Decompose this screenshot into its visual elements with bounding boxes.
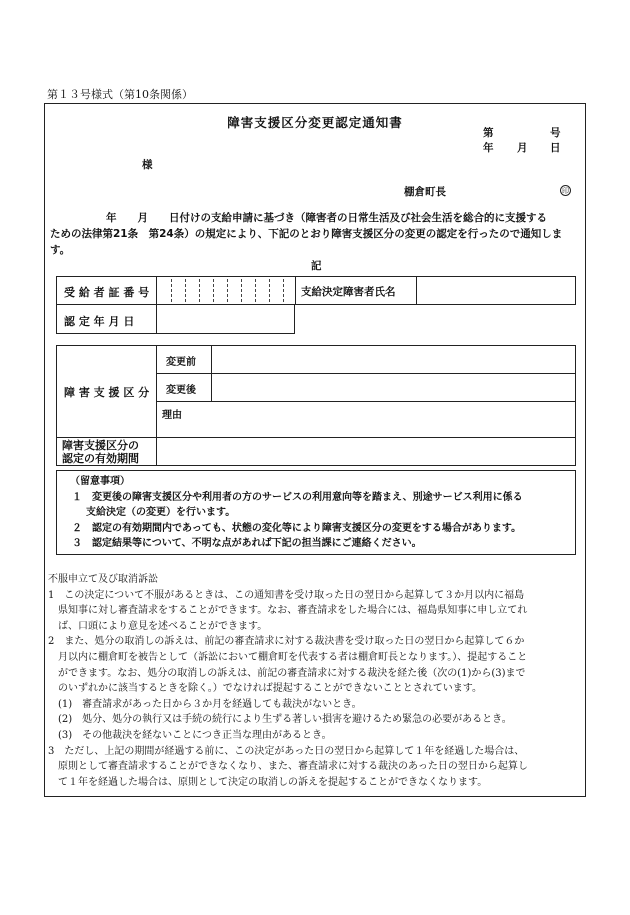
page-title: 障害支援区分変更認定通知書	[227, 115, 403, 130]
seal-mark: 印	[562, 187, 569, 195]
support-category-label: 障 害 支 援 区 分	[64, 386, 150, 399]
recipient-number-label: 受 給 者 証 番 号	[64, 286, 150, 299]
certified-date-label: 認 定 年 月 日	[64, 315, 135, 328]
objection-line: (2) 処分、処分の執行又は手続の続行により生ずる著しい損害を避けるため緊急の必要があるとき。	[48, 714, 512, 726]
after-change-label: 変更後	[166, 385, 196, 396]
digit-divider	[199, 279, 200, 302]
decided-name-label: 支給決定障害者氏名	[301, 286, 396, 298]
intro-line-1: 年 月 日付けの支給申請に基づき（障害者の日常生活及び社会生活を総合的に支援する	[106, 212, 547, 224]
form-label: 第１３号様式（第10条関係）	[47, 88, 193, 101]
table2-row-line	[156, 401, 576, 402]
before-change-label: 変更前	[166, 357, 196, 368]
number-prefix: 第	[483, 127, 494, 139]
objection-section	[48, 572, 583, 790]
number-suffix: 号	[550, 127, 561, 139]
notes-item-1: １ 変更後の障害支援区分や利用者の方のサービスの利用意向等を踏まえ、別途サービス利用に係る	[72, 491, 523, 503]
table2-row-line	[56, 437, 576, 438]
issuer-name: 棚倉町長	[404, 186, 446, 198]
objection-line: 3 ただし、上記の期間が経過する前に、この決定があった日の翌日から起算して１年を経過した場合は、	[48, 745, 525, 757]
digit-divider	[171, 279, 172, 302]
digit-divider	[255, 279, 256, 302]
objection-line: 原則として審査請求することができなくなり、また、審査請求に対する裁決のあった日の翌日から起算し	[48, 761, 528, 773]
ki-marker: 記	[311, 260, 322, 272]
digit-divider	[283, 279, 284, 302]
notes-item-2: ２ 認定の有効期間内であっても、状態の変化等により障害支援区分の変更をする場合があります。	[72, 522, 522, 534]
objection-line: ができます。なお、処分の取消しの訴えは、前記の審査請求に対する裁決を経た後（次の(1)から(3)まで	[48, 667, 526, 679]
intro-line-2: ための法律第21条 第24条）の規定により、下記のとおり障害支援区分の変更の認定を行ったので通知しま	[50, 228, 563, 240]
objection-line: 月以内に棚倉町を被告として（訴訟において棚倉町を代表する者は棚倉町長となります。）、提起すること	[48, 651, 528, 663]
table1-col-divider-3	[416, 276, 417, 305]
notes-item-1-cont: 支給決定（の変更）を行います。	[86, 507, 236, 519]
digit-divider	[185, 279, 186, 302]
notes-content	[64, 474, 523, 552]
table1-col-divider	[156, 276, 157, 334]
objection-line: 2 また、処分の取消しの訴えは、前記の審査請求に対する裁決書を受け取った日の翌日から起算して６か	[48, 636, 525, 648]
addressee-suffix: 様	[142, 159, 153, 171]
intro-paragraph	[50, 210, 585, 258]
objection-line: ば、口頭により意見を述べることができます。	[48, 620, 268, 632]
notes-heading: （留意事項）	[70, 476, 130, 487]
objection-line: て１年を経過した場合は、原則として決定の取消しの訴えを提起することができなくなります。	[48, 776, 488, 788]
validity-label-line-1: 障害支援区分の	[62, 439, 139, 452]
digit-divider	[269, 279, 270, 302]
reason-label: 理由	[162, 410, 182, 421]
date-day: 日	[550, 142, 561, 154]
validity-period-label	[62, 439, 139, 465]
objection-line: (1) 審査請求があった日から３か月を経過しても裁決がないとき。	[48, 698, 362, 710]
table2-col-divider	[156, 345, 157, 466]
notes-item-3: ３ 認定結果等について、不明な点があれば下記の担当課にご連絡ください。	[72, 538, 422, 550]
objection-line: のいずれかに該当するときを除く。）でなければ提起することができないこととされています。	[48, 683, 482, 695]
objection-line: 県知事に対し審査請求をすることができます。なお、審査請求をした場合には、福島県知事に申し立てれ	[48, 605, 528, 617]
date-year: 年	[483, 142, 494, 154]
objection-line: (3) その他裁決を経ないことにつき正当な理由があるとき。	[48, 729, 332, 741]
digit-divider	[241, 279, 242, 302]
date-month: 月	[517, 142, 528, 154]
digit-divider	[227, 279, 228, 302]
intro-line-3: す。	[50, 244, 71, 256]
objection-heading: 不服申立て及び取消訴訟	[48, 574, 158, 585]
table2-row-line	[156, 373, 576, 374]
objection-line: 1 この決定について不服があるときは、この通知書を受け取った日の翌日から起算して３か月以内に福島	[48, 589, 525, 601]
validity-label-line-2: 認定の有効期間	[62, 452, 139, 465]
table1-col-divider-2	[295, 276, 296, 305]
digit-divider	[213, 279, 214, 302]
